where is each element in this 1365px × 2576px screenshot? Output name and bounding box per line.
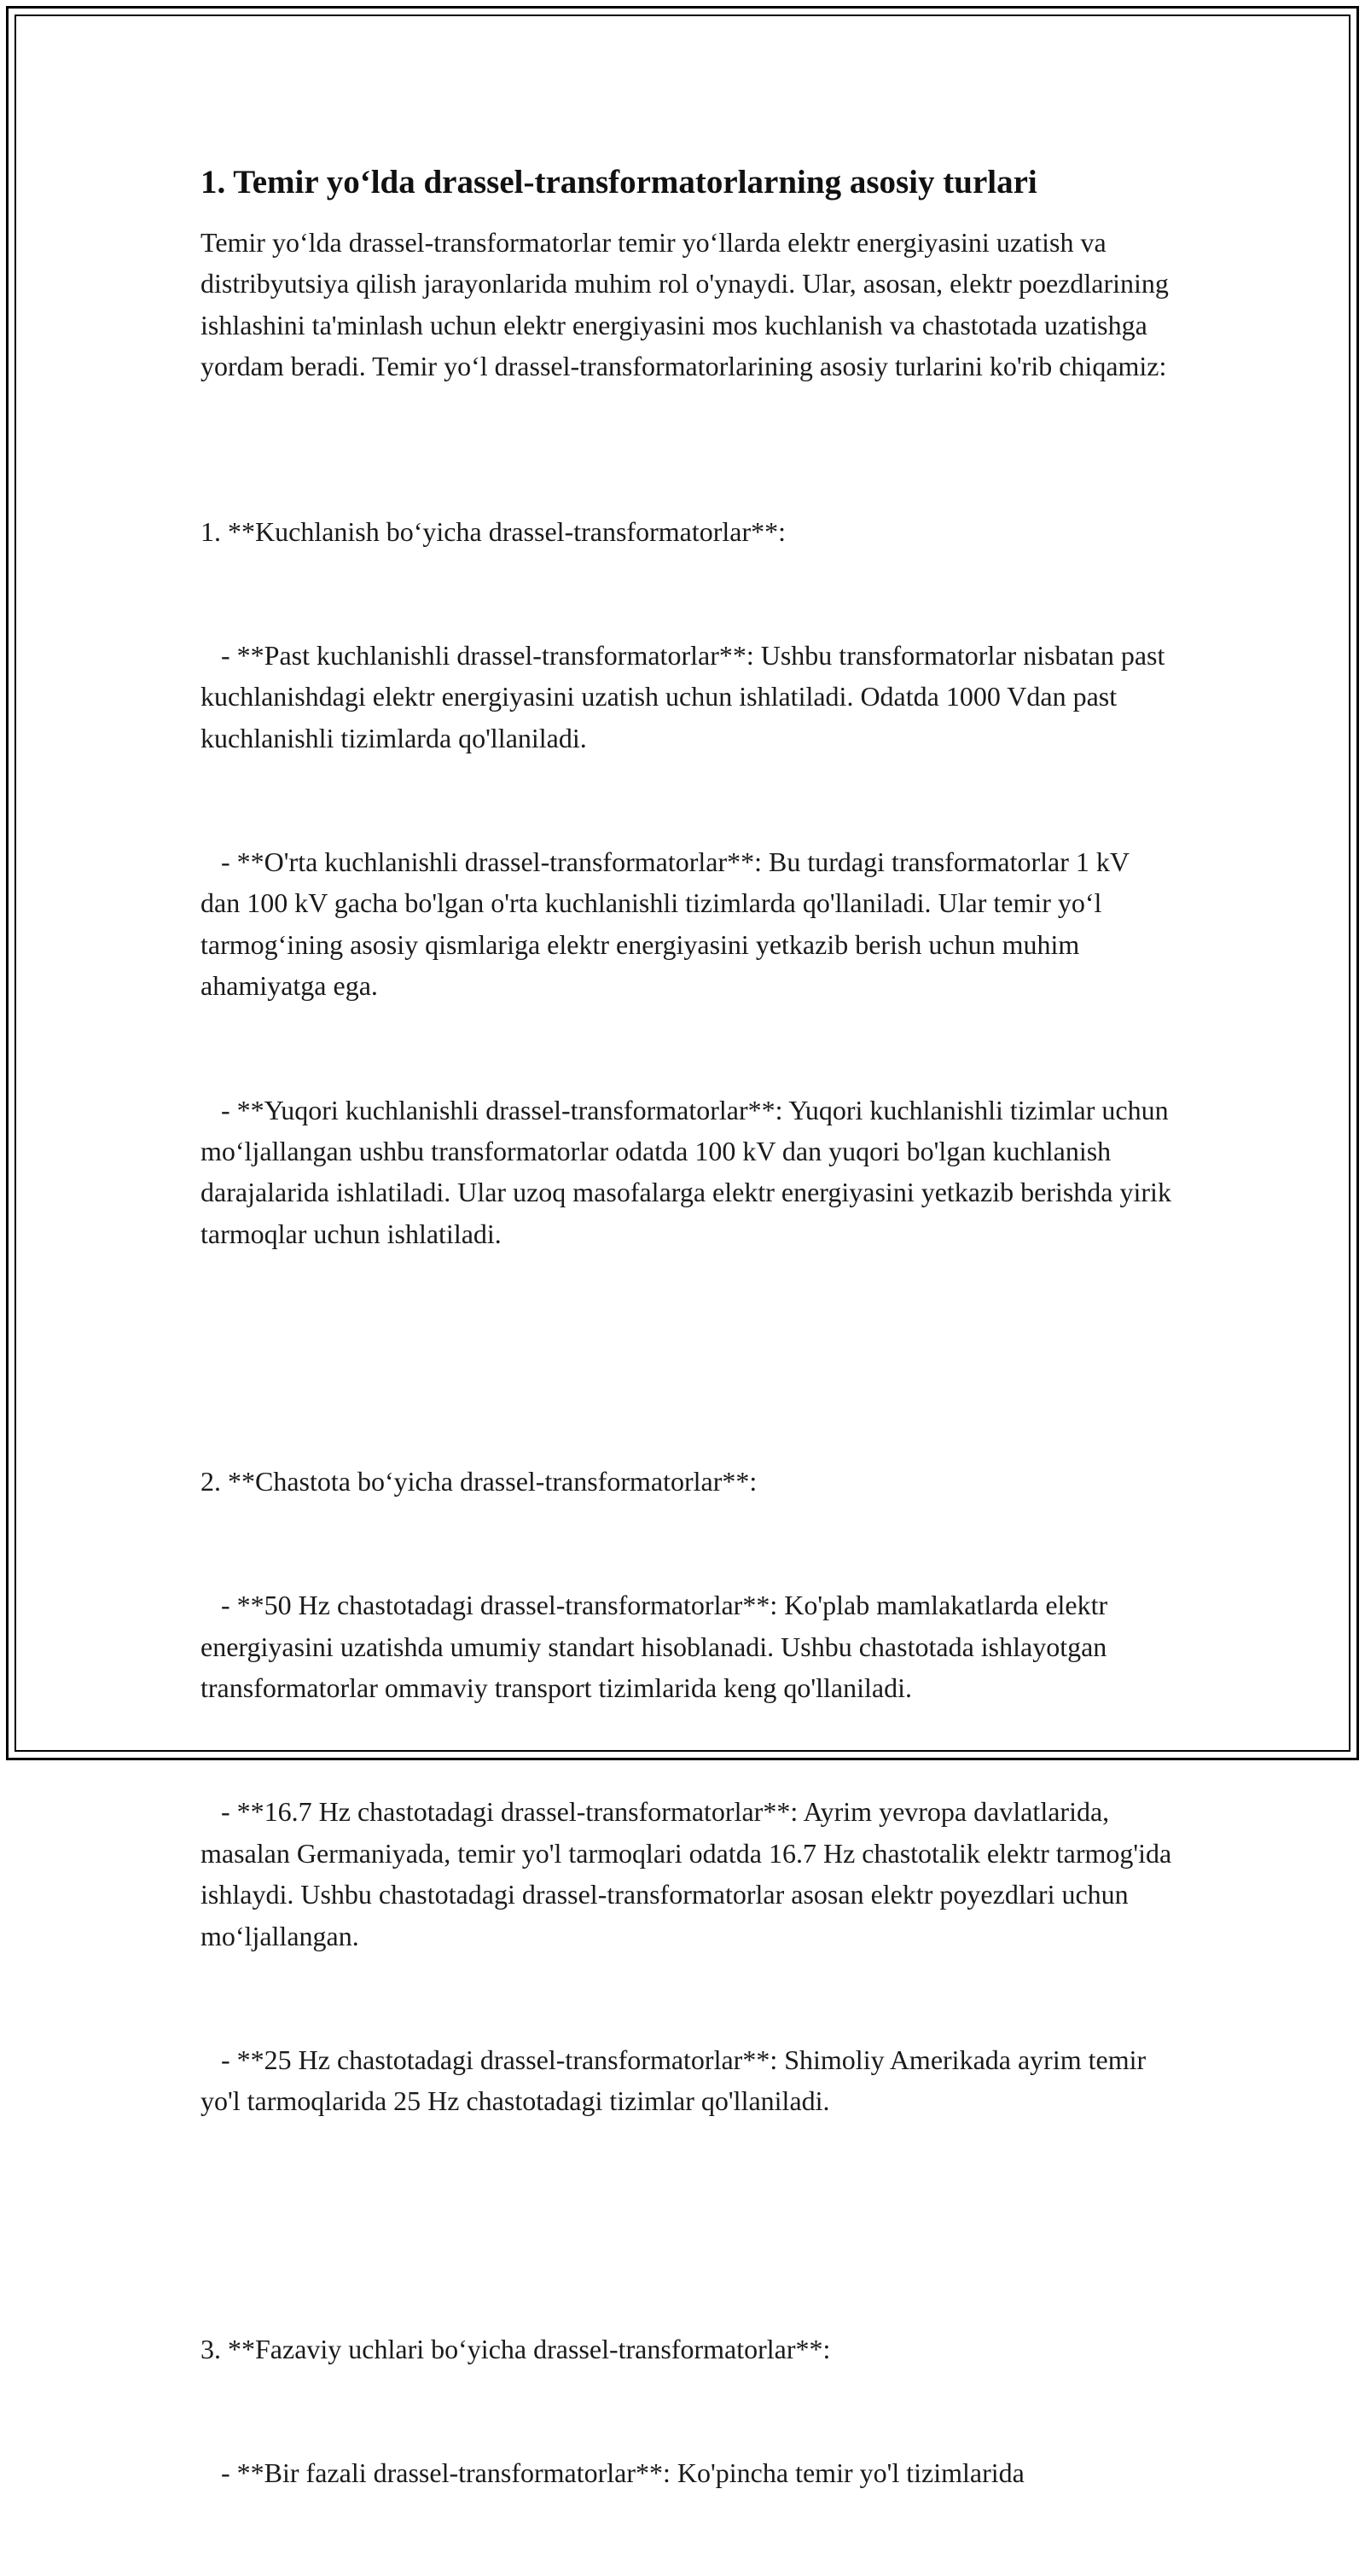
section-heading: 1. **Kuchlanish bo‘yicha drassel-transformatorlar**:: [200, 515, 787, 547]
document-body: [200, 160, 1179, 2576]
section-heading: 2. **Chastota bo‘yicha drassel-transformatorlar**:: [200, 1466, 758, 1497]
spacer: [200, 387, 1173, 428]
list-item: - **Yuqori kuchlanishli drassel-transformatorlar**: Yuqori kuchlanishli tizimlar uchun mo‘ljallangan ushbu transformatorlar odatda 100 kV dan yuqori bo'lgan kuchlanish darajalarida ishlatiladi. Ular uzoq masofalarga elektr energiyasini yetkazib berishda yirik tarmoqlar uchun ishlatiladi.: [200, 1094, 1178, 1249]
list-item: - **50 Hz chastotadagi drassel-transformatorlar**: Ko'plab mamlakatlarda elektr energiyasini uzatishda umumiy standart hisoblanadi. Ushbu chastotada ishlayotgan transformatorlar ommaviy transport tizimlarida keng qo'llaniladi.: [200, 1590, 1115, 1704]
section-heading: 3. **Fazaviy uchlari bo‘yicha drassel-transformatorlar**:: [200, 2333, 831, 2364]
list-item: - **Past kuchlanishli drassel-transformatorlar**: Ushbu transformatorlar nisbatan past kuchlanishdagi elektr energiyasini uzatish uchun ishlatiladi. Odatda 1000 Vdan past kuchlanishli tizimlarda qo'llaniladi.: [200, 640, 1172, 753]
intro-paragraph: Temir yo‘lda drassel-transformatorlar temir yo‘llarda elektr energiyasini uzatish va distribyutsiya qilish jarayonlarida muhim rol o'ynaydi. Ular, asosan, elektr poezdlarining ishlashini ta'minlash uchun elektr energiyasini mos kuchlanish va chastotada uzatishga yordam beradi. Temir yo‘l drassel-transformatorlarining asosiy turlarini ko'rib chiqamiz:: [200, 227, 1176, 382]
section-phase: [200, 2246, 1173, 2576]
section-frequency: [200, 1378, 1179, 2204]
document-title: 1. Temir yo‘lda drassel-transformatorlarning asosiy turlari: [200, 164, 1037, 201]
list-item: - **16.7 Hz chastotadagi drassel-transformatorlar**: Ayrim yevropa davlatlarida, masalan Germaniyada, temir yo'l tarmoqlari odatda 16.7 Hz chastotalik elektr tarmog'ida ishlaydi. Ushbu chastotadagi drassel-transformatorlar asosan elektr poyezdlari uchun mo‘ljallangan.: [200, 1796, 1179, 1951]
spacer: [200, 1337, 1173, 1378]
section-voltage: [200, 428, 1178, 1337]
list-item: - **25 Hz chastotadagi drassel-transformatorlar**: Shimoliy Amerikada ayrim temir yo'l tarmoqlarida 25 Hz chastotadagi tizimlar qo'llaniladi.: [200, 2044, 1153, 2117]
spacer: [200, 2204, 1173, 2245]
list-item: - **Bir fazali drassel-transformatorlar**: Ko'pincha temir yo'l tizimlarida: [200, 2457, 1025, 2488]
list-item: - **O'rta kuchlanishli drassel-transformatorlar**: Bu turdagi transformatorlar 1 kV dan 100 kV gacha bo'lgan o'rta kuchlanishli tizimlarda qo'llaniladi. Ular temir yo‘l tarmog‘ining asosiy qismlariga elektr energiyasini yetkazib berish uchun muhim ahamiyatga ega.: [200, 846, 1136, 1002]
